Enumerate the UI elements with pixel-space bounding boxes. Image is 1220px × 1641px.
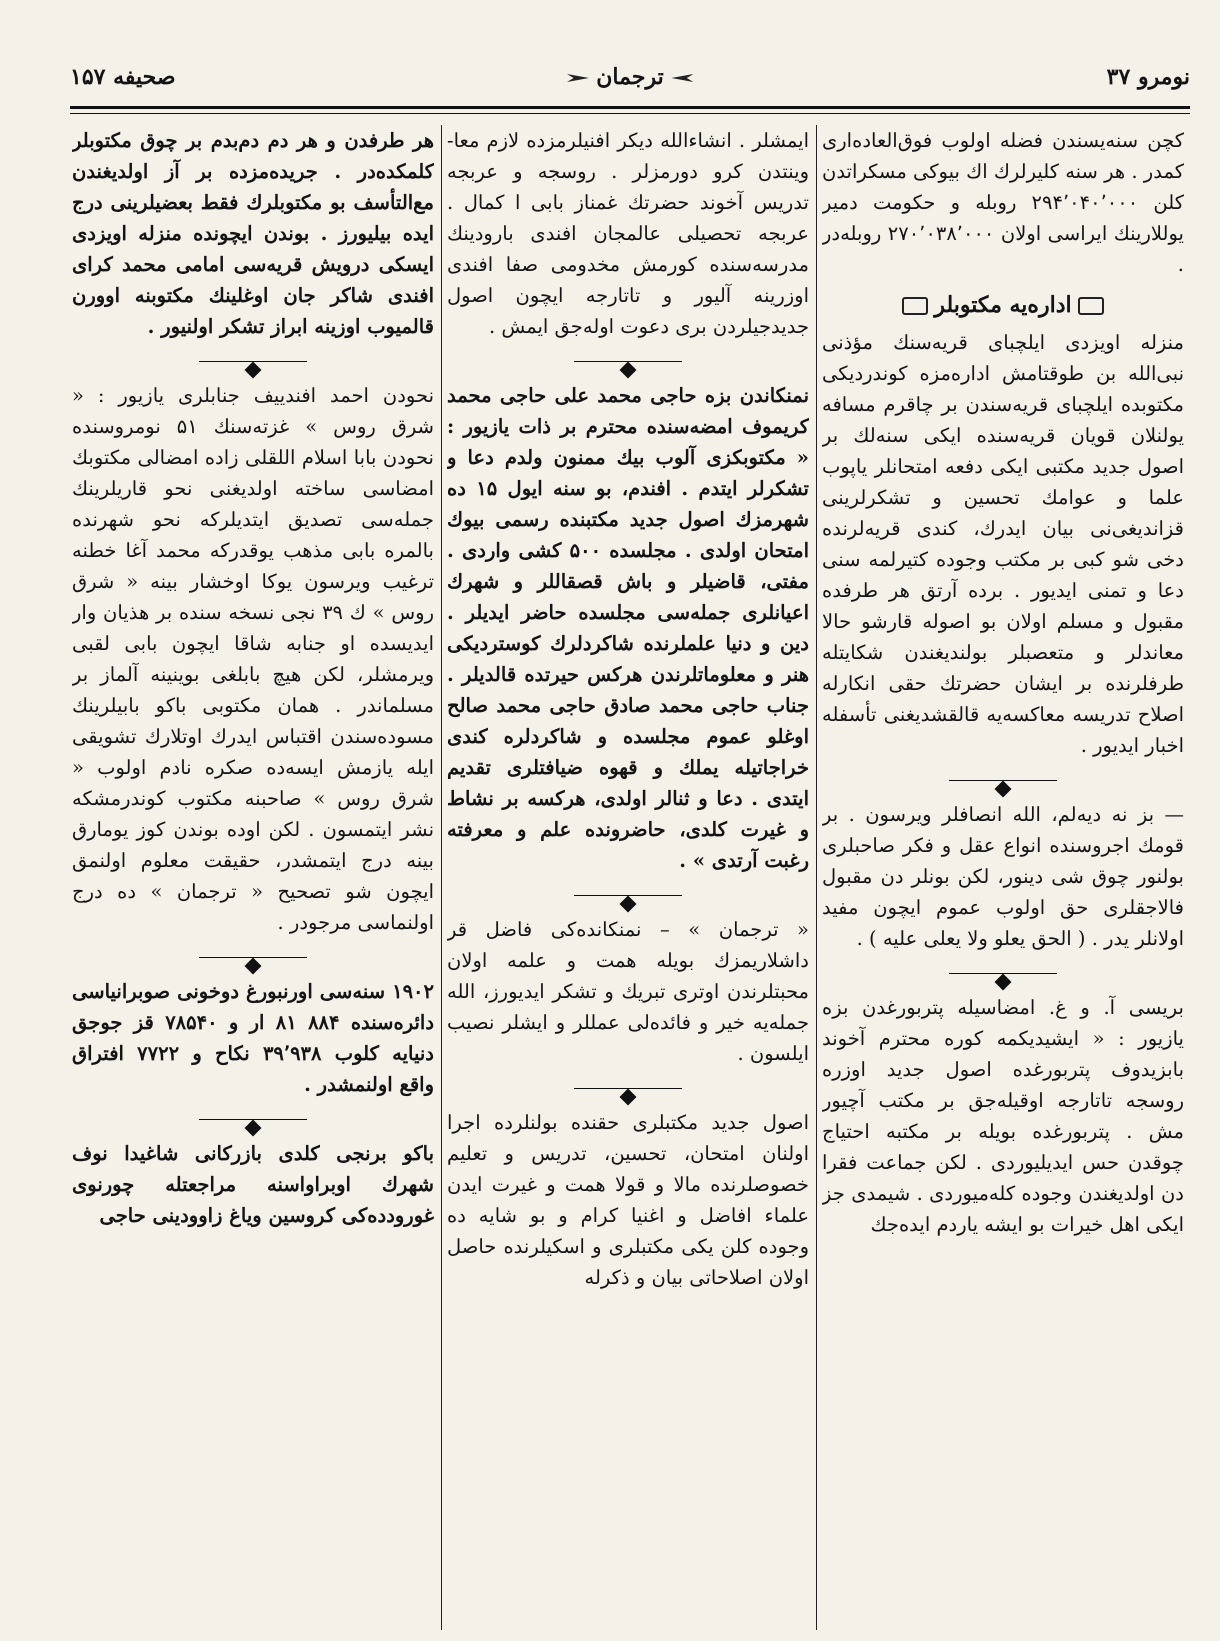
section-heading-text: اداره‌یه مکتوبلر bbox=[934, 292, 1072, 318]
column-divider bbox=[441, 125, 442, 1630]
article-paragraph: نحودن احمد افندییف جنابلری یازیور : « شرق روس » غزته‌سنك ۵۱ نومروسنده نحودن بابا اسلام اللقلی زاده امضالی مکتوبك امضاسی ساخته اولدیغنی نحو قاریلرینك جمله‌سی تصدیق ایتدیلرکه نحو شهرنده بالمره بابی مذهب یوقدرکه محمد آغا خطنه ترغیب ویرسون یوکا اوخشار بینه « شرق روس » ك ۳۹ نجی نسخه سنده بر هذیان وار ایدیسده او جنابه شاقا ایچون بابی لقبی ویرمشلر، لکن هیچ بابلغی بوینینه آلماز بر مسلماندر . همان مکتوبی باکو بابیلرینك مسوده‌سندن اقتباس ایدرك اوتلارك تشویقی ایله یازمش ایسه‌ده صکره نادم اولوب « شرق روس » صاحبنه مکتوب کوندرمشکه نشر ایتمسون . لکن اوده بوندن کوز یومارق بینه درج ایتمشدر، حقیقت معلوم اولنمق ایچون شو تصحیح « ترجمان » ده درج اولنماسی مرجودر . bbox=[72, 384, 434, 934]
page-number: صحیفه ۱۵۷ bbox=[70, 64, 176, 90]
article-paragraph: نمنکاندن بزه حاجی محمد علی حاجی محمد کریموف امضه‌سنده محترم بر ذات یازیور : « مکتوبکزی آلوب بیك ممنون ولدم دعا و تشکرلر ایتدم . افندم، بو سنه ایول ۱۵ ده شهرمزك اصول جدید مکتبنده رسمی بیوك امتحان اولدی . مجلسده ۵۰۰ کشی واردی . مفتی، قاضیلر و باش قصقاللر و شهرك اعیانلری جمله‌سی مجلسده حاضر ایدیلر . دین و دنیا علملرنده شاکردلرك کوستردیکی هنر و معلوماتلرندن هرکس حیرتده قالدیلر . جناب حاجی محمد صادق حاجی محمد صالح اوغلو عموم مجلسده و شاکردلره کندی خراجاتیله یملك و قهوه ضیافتلری تقدیم ایتدی . دعا و ثنالر اولدی، هرکسه بر نشاط و غیرت کلدی، حاضرونده علم و معرفته رغبت آرتدی » . bbox=[447, 384, 809, 872]
column-divider bbox=[816, 125, 817, 1630]
separator-ornament bbox=[447, 1081, 809, 1095]
separator-ornament bbox=[72, 354, 434, 368]
article-paragraph: — بز نه دیه‌لم، الله انصافلر ویرسون . بر قومك اجروسنده انواع عقل و فکر صاحبلری بولنور چوق شی دینور، لکن بونلر دن مقبول فالاجقلری حق اولوب عموم ایچون مفید اولانلر یدر . ( الحق یعلو ولا یعلی علیه ) . bbox=[822, 803, 1184, 950]
separator-ornament bbox=[822, 966, 1184, 980]
diamond-icon bbox=[620, 896, 637, 913]
separator-ornament bbox=[447, 354, 809, 368]
diamond-icon bbox=[245, 362, 262, 379]
article-paragraph: منزله اویزدی ایلچبای قریه‌سنك مؤذنی نبی‌الله بن طوقتامش اداره‌مزه کوندردیکی مکتوبده ایلچبای قریه‌سندن بر چاقرم مسافه یولنلان قویان قریه‌سنده ایکی سنه‌لك بر اصول جدید مکتبی ایکی دفعه امتحانلر یاپوب علما و عوامك تحسین و تشکرلرینی قزاندیغی‌نی بیان ایدرك، کندی قریه‌لرنده دخی شو کبی بر مکتب وجوده کتیرلمه سنی دعا و تمنی ایدیور . برده آرتق هر طرفده مقبول و مسلم اولان بو اصوله قارشو حالا معاندلر و متعصبلر بولندیغندن شکایتله طرفلرنده بر ایشان حضرتك حقی انکارله اصلاح تدریسه معاکسه‌یه قالقشدیغنی تأسفله اخبار ایدیور . bbox=[822, 331, 1184, 757]
ornament-icon bbox=[567, 74, 589, 82]
section-heading bbox=[822, 290, 1184, 321]
ornament-icon bbox=[902, 297, 928, 315]
separator-ornament bbox=[822, 773, 1184, 787]
diamond-icon bbox=[620, 362, 637, 379]
header-rule bbox=[70, 106, 1190, 109]
masthead bbox=[70, 58, 1190, 102]
ornament-icon bbox=[1078, 297, 1104, 315]
diamond-icon bbox=[995, 974, 1012, 991]
diamond-icon bbox=[620, 1089, 637, 1106]
separator-ornament bbox=[72, 950, 434, 964]
ornament-icon bbox=[671, 74, 693, 82]
column-middle bbox=[447, 125, 809, 1630]
article-paragraph: « ترجمان » – نمنکانده‌کی فاضل قر داشلاریمزك بویله همت و علمه اولان محبتلرندن اوتری تبریك و تشکر ایدیورز، الله جمله‌یه خیر و فائده‌لی عمللر و ایشلر نصیب ایلسون . bbox=[447, 918, 809, 1065]
diamond-icon bbox=[245, 958, 262, 975]
newspaper-title bbox=[70, 64, 1190, 90]
diamond-icon bbox=[995, 781, 1012, 798]
issue-number: نومرو ۳۷ bbox=[1106, 64, 1190, 90]
article-paragraph: هر طرفدن و هر دم دم‌بدم بر چوق مکتوبلر کلمکده‌در . جریده‌مزده بر آز اولدیغندن مع‌التأسف بو مکتوبلرك فقط بعضیلرینی درج ایده بیلیورز . بوندن ایچونده منزله اویزدی ایسکی درویش قریه‌سی امامی محمد کرای افندی شاکر جان اوغلینك مکتوبنه اوورن قالمیوب اوزینه ابراز تشکر اولنیور . bbox=[72, 129, 434, 338]
diamond-icon bbox=[245, 1120, 262, 1137]
separator-ornament bbox=[72, 1112, 434, 1126]
article-paragraph: ۱۹۰۲ سنه‌سی اورنبورغ دوخونی صوبرانیاسی دائره‌سنده ۸۸۴ ۸۱ ار و ۷۸۵۴۰ قز جوجق دنیایه کلوب ۳۹٬۹۳۸ نکاح و ۷۷۲۲ افتراق واقع اولنمشدر . bbox=[72, 980, 434, 1096]
article-paragraph: اصول جدید مکتبلری حقنده بولنلرده اجرا اولنان امتحان، تحسین، تدریس و تعلیم خصوصلرنده مالا و قولا همت و غیرت ایدن علماء افاضل و اغنیا کرام و بو شایه ده وجوده کلن یکی مکتبلری و اسکیلرنده حاصل اولان اصلاحاتی بیان و ذکرله bbox=[447, 1111, 809, 1289]
header-rule-thin bbox=[70, 113, 1190, 114]
article-paragraph: کچن سنه‌یسندن فضله اولوب فوق‌العاده‌اری کمدر . هر سنه کلیرلرك اك بیوکی مسکراتدن کلن ۲۹۴٬۰۴۰٬۰۰۰ روبله و حکومت دمیر یوللارینك ایراسی اولان ۲۷۰٬۰۳۸٬۰۰۰ روبله‌در . bbox=[822, 129, 1184, 276]
separator-ornament bbox=[447, 888, 809, 902]
column-right bbox=[822, 125, 1184, 1630]
title-text: ترجمان bbox=[596, 64, 664, 90]
article-paragraph: باکو برنجی کلدی بازرکانی شاغیدا نوف شهرك اوبراواسنه مراجعتله چورنوی غورودده‌کی کروسین ویاغ زاوودینی حاجی bbox=[72, 1142, 434, 1227]
article-paragraph: ایمشلر . انشاءالله دیکر افنیلرمزده لازم معا- وینتدن کرو دورمزلر . روسجه و عربجه تدریس آخوند حضرتك غمناز بابی ا کمال . عربجه تحصیلی عالمجان افندی بارودینك مدرسه‌سنده کورمش مخدومی صفا افندی اوزرینه آلیور و تاتارجه ایچون اصول جدیدجیلردن بری دعوت اوله‌جق ایمش . bbox=[447, 129, 809, 338]
column-left bbox=[72, 125, 434, 1630]
article-paragraph: بریسی آ. و غ. امضاسیله پتربورغدن بزه یازیور : « ایشیدیکمه کوره محترم آخوند بابزیدوف پتربورغده اصول جدید اوزره روسجه تاتارجه اوقیله‌جق بر مکتب آچیور مش . پتربورغده بویله بر مکتبه احتیاج چوقدن حس ایدیلیوردی . لکن جماعت فقرا دن اولدیغندن وجوده کله‌میوردی . شیمدی جز ایکی اهل خیرات بو ایشه یاردم ایده‌جك bbox=[822, 996, 1184, 1236]
